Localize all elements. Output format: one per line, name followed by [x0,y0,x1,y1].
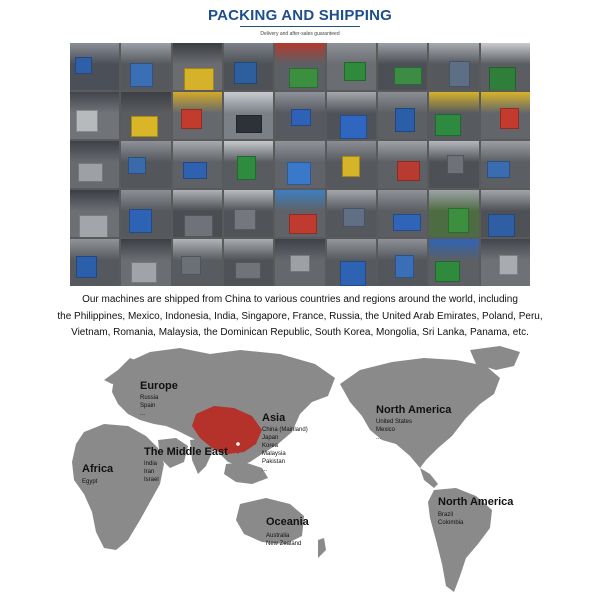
cargo-shape [500,108,519,129]
cargo-shape [394,67,422,84]
cargo-shape [235,262,261,280]
shipping-photo [70,239,119,286]
country-label: ... [376,435,382,441]
country-label: Egypt [82,479,98,485]
cargo-shape [236,115,263,133]
shipping-photo [481,190,530,237]
shipping-photo [173,92,222,139]
shipping-photo [173,43,222,90]
country-label: Pakistan [262,459,286,465]
cargo-shape [342,156,360,178]
region-label-north-america: North America [376,404,452,416]
shipping-photo [70,92,119,139]
shipping-photo [173,239,222,286]
shipping-photo [275,141,324,188]
country-label: New Zealand [266,541,302,547]
shipping-photo [327,239,376,286]
shipping-photo [327,190,376,237]
country-label: ... [140,411,146,417]
shipping-intro [0,292,600,342]
cargo-shape [181,109,202,129]
cargo-shape [78,163,103,182]
cargo-shape [76,256,97,278]
shipping-photo [70,190,119,237]
cargo-shape [340,115,366,139]
cargo-shape [184,215,213,237]
shipping-photo [275,43,324,90]
cargo-shape [488,214,515,238]
page-subtitle: Delivery and after-sales guaranteed [260,31,340,37]
country-label: ... [262,467,268,473]
cargo-shape [181,256,201,275]
country-label: Australia [266,533,290,539]
country-label: Malaysia [262,451,286,457]
page-title: PACKING AND SHIPPING [207,7,392,24]
region-label-asia: Asia [262,412,286,424]
cargo-shape [487,161,510,178]
shipping-photo [121,141,170,188]
cargo-shape [499,255,518,275]
cargo-shape [393,214,421,231]
africa-landmass [72,424,164,550]
cargo-shape [291,109,311,126]
shipping-photo [70,43,119,90]
cargo-shape [289,214,317,234]
cargo-shape [395,255,414,278]
cargo-shape [75,57,92,73]
shipping-photo [481,43,530,90]
country-label: Israel [144,477,159,483]
country-label: Iran [144,469,155,475]
country-label: Japan [262,435,279,441]
cargo-shape [489,67,517,90]
shipping-photo [275,239,324,286]
cargo-shape [131,262,158,283]
shipping-photo [429,43,478,90]
cargo-shape [234,209,256,230]
shipping-photo [327,43,376,90]
cargo-shape [449,61,471,86]
shipping-photo [121,190,170,237]
shipping-photo [378,92,427,139]
country-label: India [144,461,158,467]
shipping-photo [378,190,427,237]
cargo-shape [184,68,213,90]
shipping-photo [481,239,530,286]
southeast-asia-landmass [224,462,268,484]
shipping-photo [70,141,119,188]
cargo-shape [290,255,310,271]
cargo-shape [289,68,318,88]
shipping-photo [224,239,273,286]
cargo-shape [448,208,469,233]
shipping-photo [224,141,273,188]
cargo-shape [130,63,153,87]
new-zealand-landmass [318,538,326,558]
shipping-photo-grid [70,43,530,286]
shipping-photo [224,190,273,237]
cargo-shape [435,114,461,136]
shipping-photo [224,92,273,139]
shipping-photo [224,43,273,90]
intro-line: the Philippines, Mexico, Indonesia, India, Singapore, France, Russia, the United Arab Emirates, Poland, Peru, [57,310,543,322]
shipping-photo [429,141,478,188]
cargo-shape [447,155,464,174]
cargo-shape [435,261,460,283]
cargo-shape [340,261,366,285]
shipping-photo [121,92,170,139]
central-america-landmass [420,468,438,488]
cargo-shape [344,62,366,81]
shipping-photo [327,141,376,188]
intro-line: Our machines are shipped from China to various countries and regions around the world, including [82,294,518,305]
region-label-europe: Europe [140,380,178,392]
cargo-shape [343,208,365,226]
country-label: Mexico [376,427,396,433]
shipping-photo [481,141,530,188]
country-label: Spain [140,403,156,409]
cargo-shape [183,162,208,178]
region-label-north-america-2: North America [438,496,514,508]
shipping-photo [378,43,427,90]
country-label: Korea [262,443,279,449]
shipping-photo [378,141,427,188]
shipping-photo [429,239,478,286]
shipping-photo [173,141,222,188]
cargo-shape [237,156,255,180]
cargo-shape [234,62,257,84]
shipping-photo [327,92,376,139]
shipping-photo [481,92,530,139]
cargo-shape [395,108,415,132]
country-label: United States [376,419,413,425]
intro-line: Vietnam, Romania, Malaysia, the Dominican Republic, South Korea, Mongolia, Sri Lanka, Panama, etc. [71,327,529,338]
country-label: Colombia [438,520,464,526]
shipping-photo [429,92,478,139]
cargo-shape [131,116,158,137]
shipping-photo [275,190,324,237]
region-label-oceania: Oceania [266,516,309,528]
shipping-photo [121,239,170,286]
shipping-photo [121,43,170,90]
country-label: China (Mainland) [262,427,308,433]
region-label-africa: Africa [82,463,114,475]
world-map [0,344,600,600]
shipping-photo [173,190,222,237]
title-underline [240,26,360,27]
country-label: Russia [140,395,159,401]
shipping-photo [429,190,478,237]
cargo-shape [76,110,97,133]
country-label: Brazil [438,512,454,518]
cargo-shape [397,161,421,181]
shipping-photo [378,239,427,286]
cargo-shape [129,209,152,233]
cargo-shape [79,215,108,237]
region-label-middle-east: The Middle East [144,446,228,458]
cargo-shape [287,162,311,185]
cargo-shape [128,157,147,175]
shipping-photo [275,92,324,139]
